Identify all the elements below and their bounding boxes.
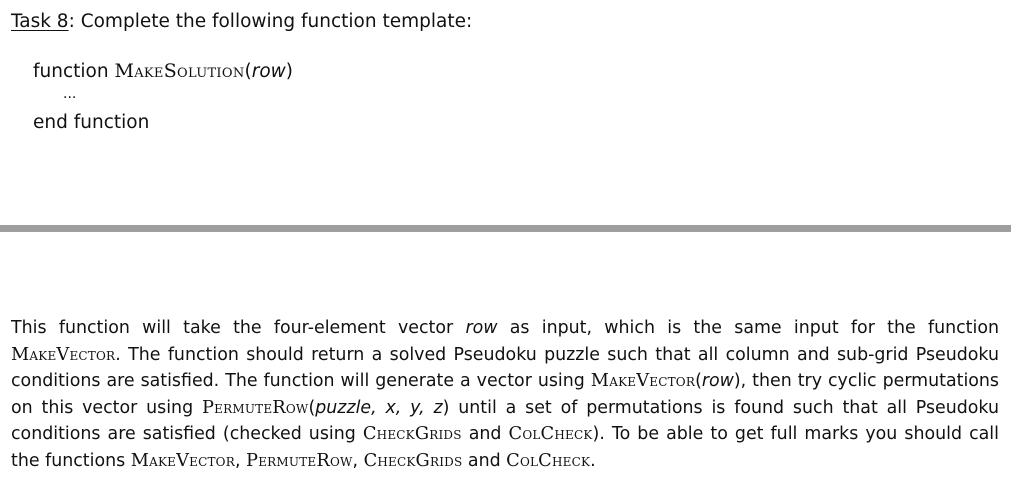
desc-function-permuterow: PermuteRow <box>246 449 353 471</box>
desc-text: This function will take the four-element vector <box>11 318 466 338</box>
description-paragraph <box>11 316 999 475</box>
task-label: Task 8 <box>11 11 69 32</box>
desc-text: , <box>352 450 364 471</box>
desc-function-makevector: MakeVector <box>590 370 696 392</box>
desc-text: ( <box>308 397 316 418</box>
desc-function-makevector: MakeVector <box>11 343 116 365</box>
task-heading <box>11 8 472 36</box>
section-divider <box>0 225 1011 232</box>
function-name: MakeSolution <box>114 60 245 82</box>
desc-function-colcheck: ColCheck <box>508 423 593 445</box>
function-param: row <box>251 61 286 82</box>
desc-text: ). To be able to get full marks you should call the functions <box>11 424 999 471</box>
algorithm-function-line <box>33 58 293 85</box>
desc-italic-row: row <box>465 318 498 338</box>
param-close: ) <box>285 61 294 82</box>
desc-function-makevector: MakeVector <box>130 449 235 471</box>
task-instruction: : Complete the following function template: <box>68 11 473 32</box>
desc-text: and <box>461 424 509 445</box>
function-keyword: function <box>33 61 109 82</box>
desc-function-permuterow: PermuteRow <box>201 396 309 418</box>
algorithm-end-line: end function <box>33 112 150 133</box>
desc-italic-args: puzzle, x, y, z <box>315 397 443 418</box>
param-open: ( <box>244 61 252 82</box>
desc-text: and <box>462 450 507 471</box>
desc-text: ( <box>695 371 702 392</box>
desc-text: . <box>590 450 596 471</box>
algorithm-ellipsis: ... <box>63 86 77 102</box>
desc-text: ) until a set of permutations is found such that all Pseudoku conditions are satisfied (checked using <box>11 397 999 445</box>
desc-text: ), then try cyclic permutations on this vector using <box>11 371 999 418</box>
desc-function-checkgrids: CheckGrids <box>362 423 462 445</box>
desc-text: . The function should return a solved Pseudoku puzzle such that all column and sub-grid Pseudoku conditions are satisfied. The function will generate a vector using <box>11 344 999 392</box>
desc-function-colcheck: ColCheck <box>506 449 591 471</box>
desc-text: , <box>234 450 247 471</box>
desc-text: as input, which is the same input for the function <box>497 318 999 338</box>
desc-function-checkgrids: CheckGrids <box>363 449 463 471</box>
desc-italic-row: row <box>701 371 734 392</box>
